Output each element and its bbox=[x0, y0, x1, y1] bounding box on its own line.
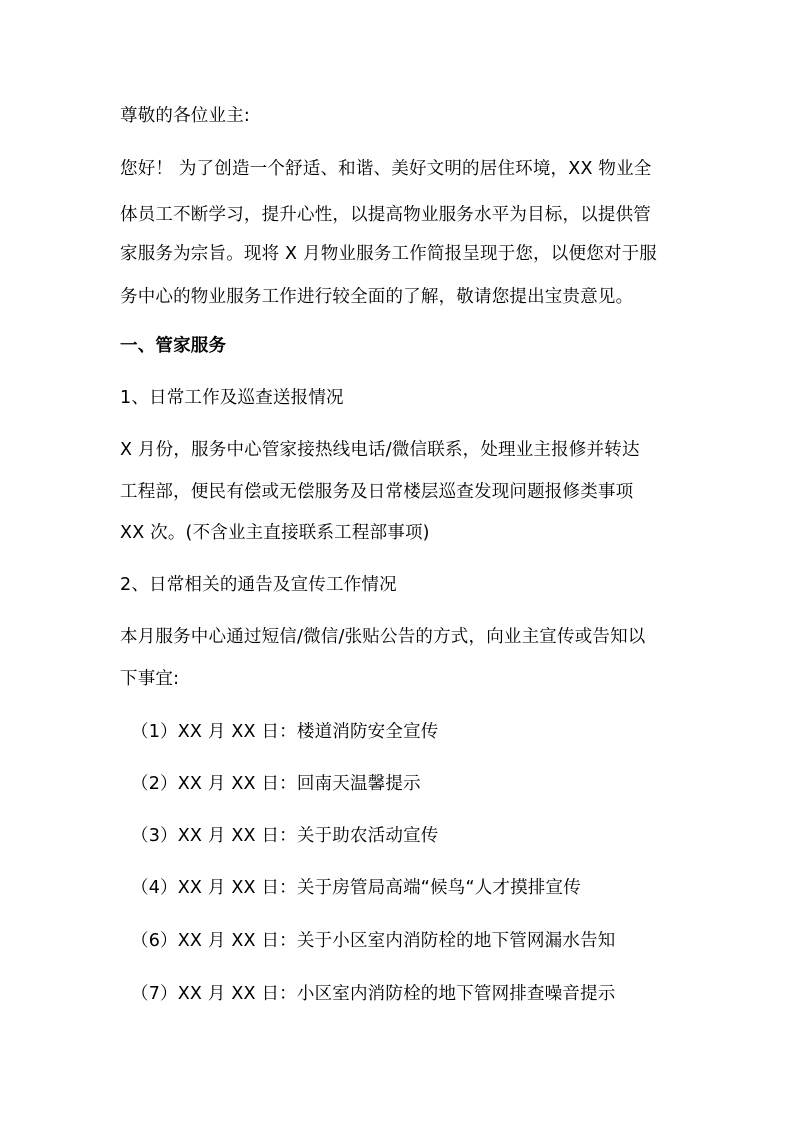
notice-item: （7）XX 月 XX 日：小区室内消防栓的地下管网排查噪音提示 bbox=[131, 984, 616, 1004]
notice-item: （6）XX 月 XX 日：关于小区室内消防栓的地下管网漏水告知 bbox=[131, 931, 616, 951]
salutation: 尊敬的各位业主: bbox=[120, 106, 250, 126]
section-heading: 一、管家服务 bbox=[120, 336, 227, 356]
intro-line: 体员工不断学习，提升心性，以提高物业服务水平为目标，以提供管 bbox=[120, 205, 651, 225]
paragraph-line: XX 次。(不含业主直接联系工程部事项) bbox=[120, 523, 430, 543]
subsection-heading: 2、日常相关的通告及宣传工作情况 bbox=[120, 575, 397, 595]
paragraph-line: 工程部，便民有偿或无偿服务及日常楼层巡查发现问题报修类事项 bbox=[120, 482, 634, 502]
notice-item: （2）XX 月 XX 日：回南天温馨提示 bbox=[131, 774, 421, 794]
intro-line: 务中心的物业服务工作进行较全面的了解，敬请您提出宝贵意见。 bbox=[120, 287, 634, 307]
paragraph-line: 本月服务中心通过短信/微信/张贴公告的方式，向业主宣传或告知以 bbox=[120, 627, 646, 647]
intro-line: 家服务为宗旨。现将 X 月物业服务工作简报呈现于您，以便您对于服 bbox=[120, 244, 658, 264]
notice-item: （1）XX 月 XX 日：楼道消防安全宣传 bbox=[131, 722, 439, 742]
subsection-heading: 1、日常工作及巡查送报情况 bbox=[120, 388, 344, 408]
paragraph-line: 下事宜: bbox=[120, 669, 180, 689]
paragraph-line: X 月份，服务中心管家接热线电话/微信联系，处理业主报修并转达 bbox=[120, 440, 640, 460]
notice-item: （4）XX 月 XX 日：关于房管局高端“候鸟“人才摸排宣传 bbox=[131, 878, 581, 898]
notice-item: （3）XX 月 XX 日：关于助农活动宣传 bbox=[131, 826, 439, 846]
intro-line: 您好！ 为了创造一个舒适、和谐、美好文明的居住环境，XX 物业全 bbox=[120, 159, 652, 179]
